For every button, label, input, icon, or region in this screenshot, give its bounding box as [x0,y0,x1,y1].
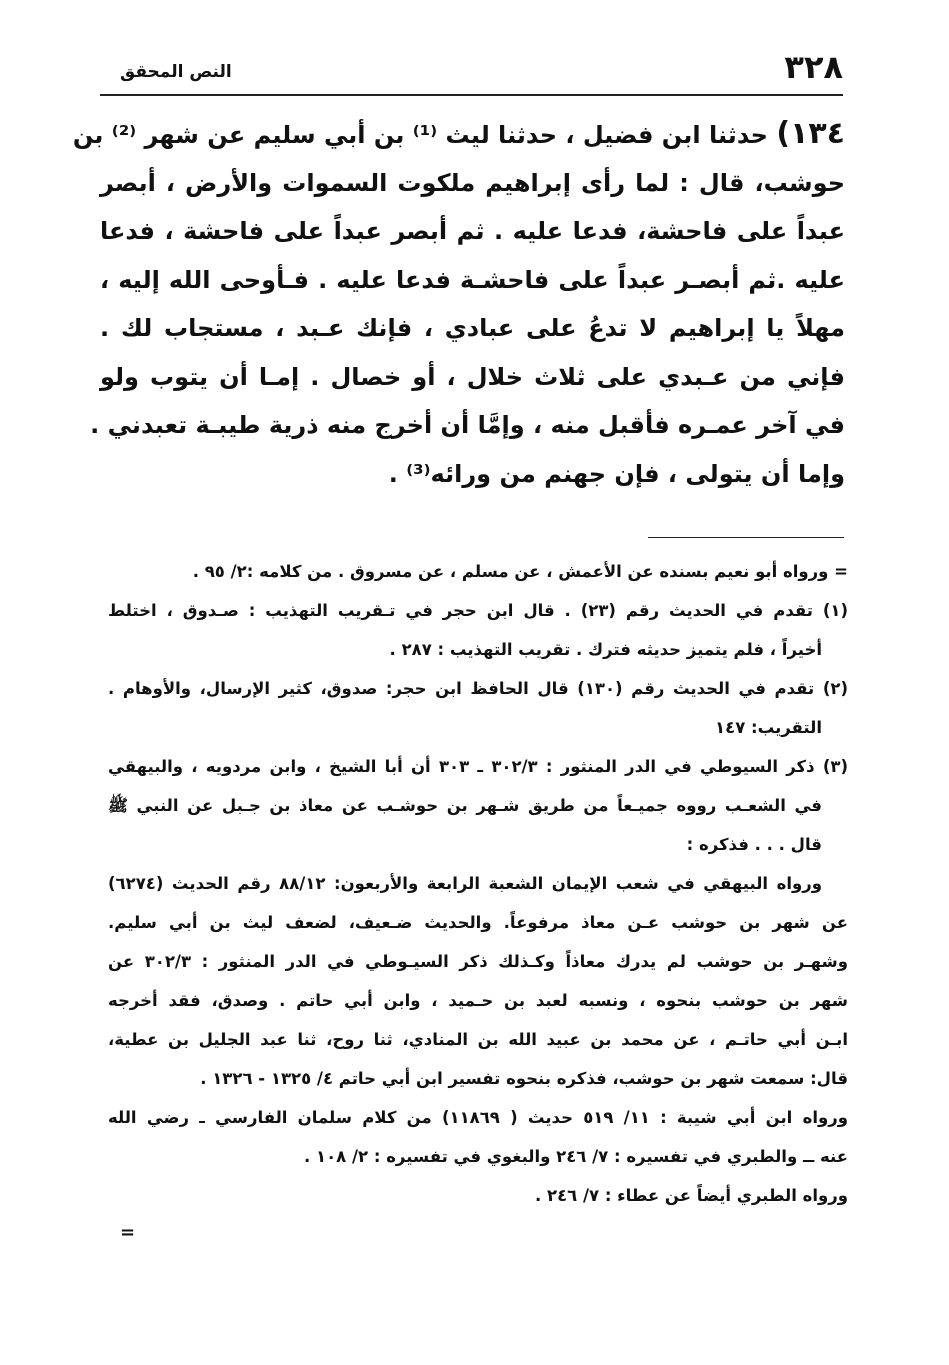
footnotes [108,552,848,1215]
footnote-line: ابـن أبي حاتـم ، عن محمد بن عبيد الله بن المنادي، ثنا روح، ثنا عبد الجليل بن عطية، [108,1030,848,1049]
footnote-line: عنه ــ والطبري في تفسيره : ٧/ ٢٤٦ والبغوي في تفسيره : ٢/ ١٠٨ . [304,1147,848,1166]
page-header [100,48,843,96]
hadith-line: ١٣٤) حدثنا ابن فضيل ، حدثنا ليث ⁽¹⁾ بن أبي سليم عن شهر ⁽²⁾ بن [72,116,845,151]
footnote-continuation: = ورواه أبو نعيم بسنده عن الأعمش ، عن مسلم ، عن مسروق . من كلامه :٢/ ٩٥ . [192,562,848,581]
footnote-1 [108,591,848,669]
hadith-line: في آخر عمـره فأقبل منه ، وإمَّا أن أخرج منه ذرية طيبـة تعبدني . [90,411,845,439]
footnote-line: في الشعـب رووه جميـعاً من طريق شـهر بن حوشـب عن معاذ بن جـبل عن النبي ﷺ [108,796,822,815]
footnote-2 [108,669,848,747]
page-number: ٣٢٨ [784,48,843,86]
hadith-text [72,110,845,498]
running-title: النص المحقق [120,62,232,82]
footnote-line: شهر بن حوشب بنحوه ، ونسبه لعبد بن حـميد ، وابن أبي حاتم . وصدق، فقد أخرجه [108,991,848,1010]
footnote-line: قال: سمعت شهر بن حوشب، فذكره بنحوه تفسير ابن أبي حاتم ٤/ ١٣٢٥ - ١٣٢٦ . [200,1069,848,1088]
hadith-line: مهلاً يا إبراهيم لا تدعُ على عبادي ، فإنك عـبد ، مستجاب لك . [100,314,845,342]
footnote-line: ورواه ابن أبي شيبة : ١١/ ٥١٩ حديث ( ١١٨٦٩) من كلام سلمان الفارسي ـ رضي الله [108,1108,848,1127]
footnote-line: (٢) تقدم في الحديث رقم (١٣٠) قال الحافظ ابن حجر: صدوق، كثير الإرسال، والأوهام . [108,679,848,698]
footnote-line: أخيراً ، فلم يتميز حديثه فترك . تقريب التهذيب : ٢٨٧ . [389,640,822,659]
footnote-divider [648,537,844,538]
hadith-number: ١٣٤) [776,116,845,151]
footnote-line: قال . . . فذكره : [686,835,822,854]
footnote-line: (١) تقدم في الحديث رقم (٢٣) . قال ابن حجر في تـقريب التهذيب : صـدوق ، اختلط [108,601,848,620]
hadith-line: عبداً على فاحشة، فدعا عليه . ثم أبصر عبداً على فاحشة ، فدعا [100,217,845,245]
footnote-line: وشهـر بن حوشب لم يدرك معاذاً وكـذلك ذكر السيـوطي في الدر المنثور : ٣٠٢/٣ عن [108,952,848,971]
hadith-line: فإني من عـبدي على ثلاث خلال ، أو خصال . إمـا أن يتوب ولو [100,362,845,391]
hadith-line: حوشب، قال : لما رأى إبراهيم ملكوت السموات والأرض ، أبصر [100,168,845,197]
footnote-line: (٣) ذكر السيوطي في الدر المنثور : ٣٠٢/٣ ـ ٣٠٣ أن أبا الشيخ ، وابن مردويه ، والبيهقي [108,757,848,776]
hadith-line: وإما أن يتولى ، فإن جهنم من ورائه⁽³⁾ . [388,459,845,488]
footnote-line: ورواه الطبري أيضاً عن عطاء : ٧/ ٢٤٦ . [534,1186,848,1205]
footnote-line: التقريب: ١٤٧ [715,718,822,737]
hadith-line: عليه .ثم أبصـر عبداً على فاحشـة فدعا عليه . فـأوحى الله إليه ، [100,265,845,294]
continued-mark: = [120,1222,136,1243]
footnote-3 [108,747,848,1215]
footnote-line: ورواه البيهقي في شعب الإيمان الشعبة الرابعة والأربعون: ٨٨/١٢ رقم الحديث (٦٢٧٤) [108,874,823,893]
footnote-line: عن شهر بن حوشب عـن معاذ مرفوعاً. والحديث ضـعيف، لضعف ليث بن أبي سليم. [108,913,848,932]
